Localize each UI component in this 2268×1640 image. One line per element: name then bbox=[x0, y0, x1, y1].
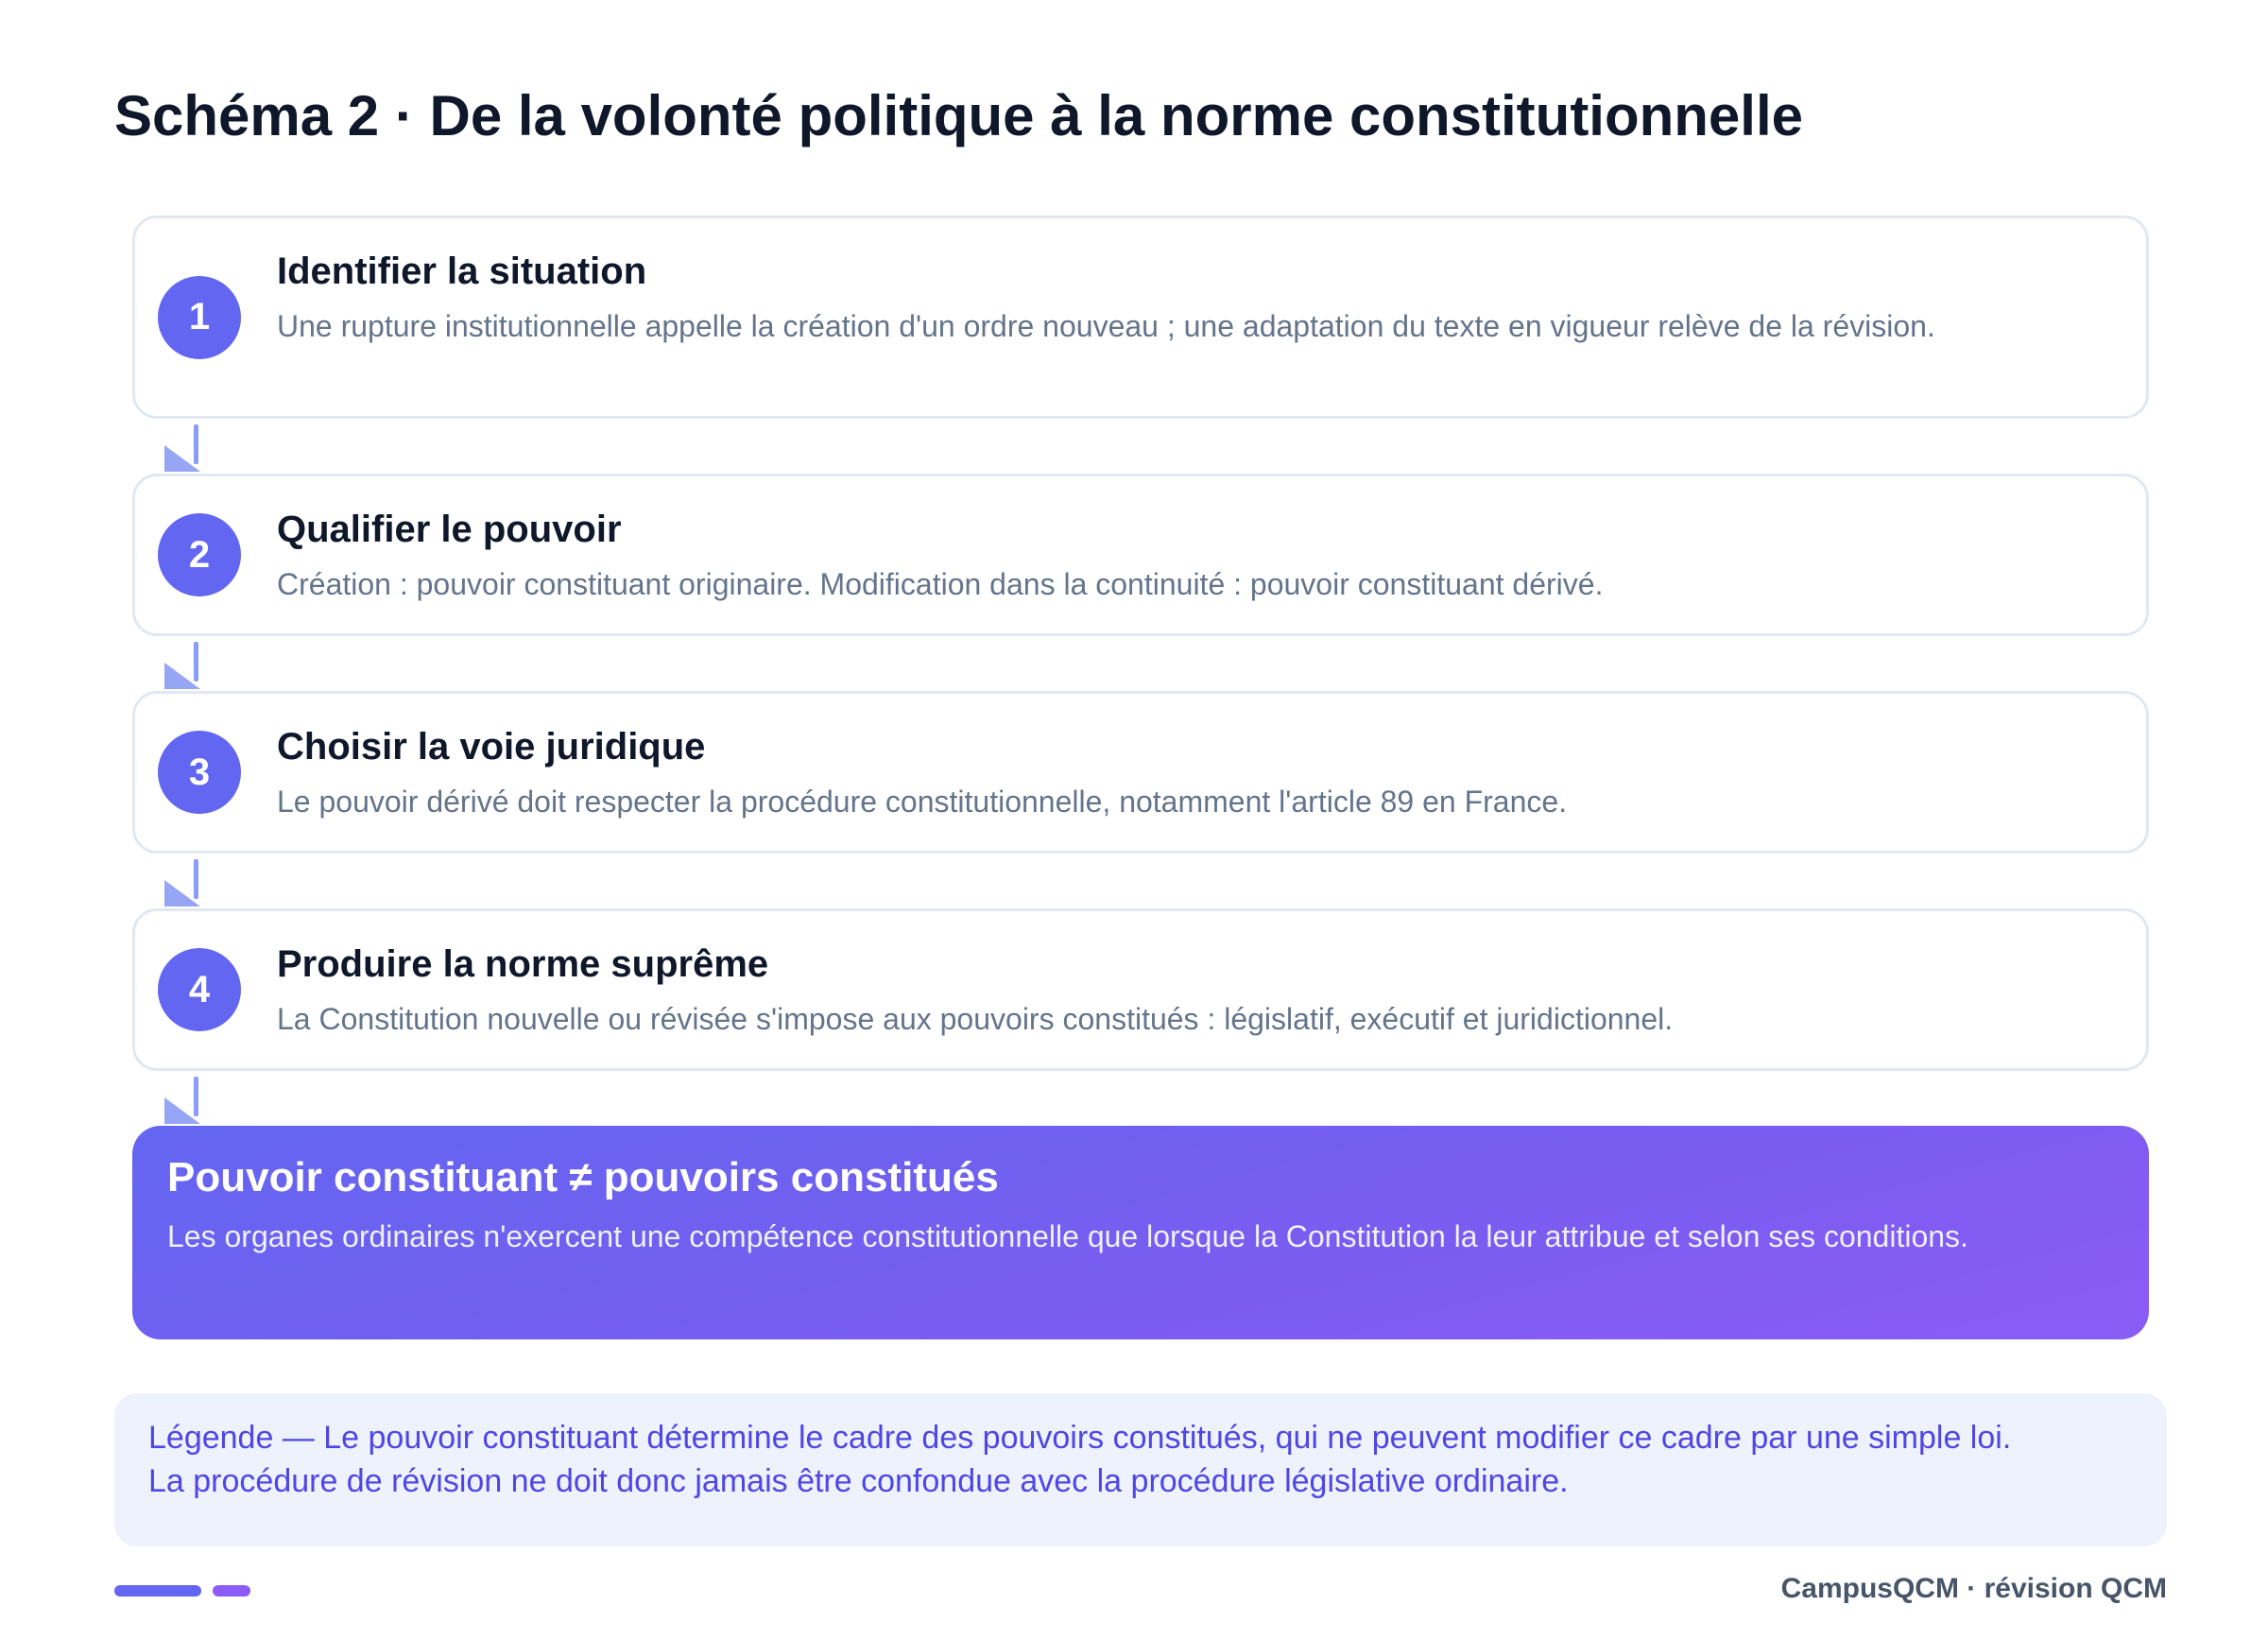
summary-title: Pouvoir constituant ≠ pouvoirs constitués bbox=[167, 1154, 999, 1200]
step-description: Une rupture institutionnelle appelle la création d'un ordre nouveau ; une adaptation du texte en vigueur relève de la révision. bbox=[277, 309, 1935, 343]
step-title: Qualifier le pouvoir bbox=[277, 509, 622, 550]
page-title: Schéma 2 · De la volonté politique à la norme constitutionnelle bbox=[114, 84, 1803, 147]
step-card-qualify bbox=[132, 474, 2149, 636]
step-description: Le pouvoir dérivé doit respecter la procédure constitutionnelle, notamment l'article 89 en France. bbox=[277, 785, 1568, 819]
footer-accent-bar-secondary bbox=[213, 1585, 250, 1597]
legend-text: Légende — Le pouvoir constituant détermine le cadre des pouvoirs constitués, qui ne peuvent modifier ce cadre par une simple loi. La procédure de révision ne doit donc jamais être confondue avec la procédure législative ordinaire. bbox=[148, 1420, 2012, 1499]
step-card-produce-norm bbox=[132, 908, 2149, 1071]
step-description: Création : pouvoir constituant originaire. Modification dans la continuité : pouvoir constituant dérivé. bbox=[277, 567, 1604, 601]
legend-box bbox=[114, 1393, 2167, 1546]
step-title: Identifier la situation bbox=[277, 250, 647, 292]
down-arrow-icon bbox=[132, 419, 208, 474]
step-number-badge: 4 bbox=[158, 948, 241, 1031]
step-title: Choisir la voie juridique bbox=[277, 726, 706, 768]
step-number-badge: 1 bbox=[158, 276, 241, 359]
footer-brand: CampusQCM · révision QCM bbox=[1780, 1573, 2167, 1604]
step-number-badge: 3 bbox=[158, 731, 241, 814]
step-number-badge: 2 bbox=[158, 513, 241, 596]
summary-description: Les organes ordinaires n'exercent une compétence constitutionnelle que lorsque la Constitution la leur attribue et selon ses conditions. bbox=[167, 1219, 1968, 1254]
step-card-choose-path bbox=[132, 691, 2149, 854]
step-title: Produire la norme suprême bbox=[277, 943, 769, 985]
step-card-identify bbox=[132, 216, 2149, 419]
step-flow bbox=[132, 216, 2149, 1126]
summary-callout bbox=[132, 1126, 2149, 1339]
down-arrow-icon bbox=[132, 1071, 208, 1126]
footer-accent-bar bbox=[114, 1585, 201, 1597]
down-arrow-icon bbox=[132, 636, 208, 691]
down-arrow-icon bbox=[132, 854, 208, 908]
step-description: La Constitution nouvelle ou révisée s'impose aux pouvoirs constitués : législatif, exécutif et juridictionnel. bbox=[277, 1002, 1674, 1036]
